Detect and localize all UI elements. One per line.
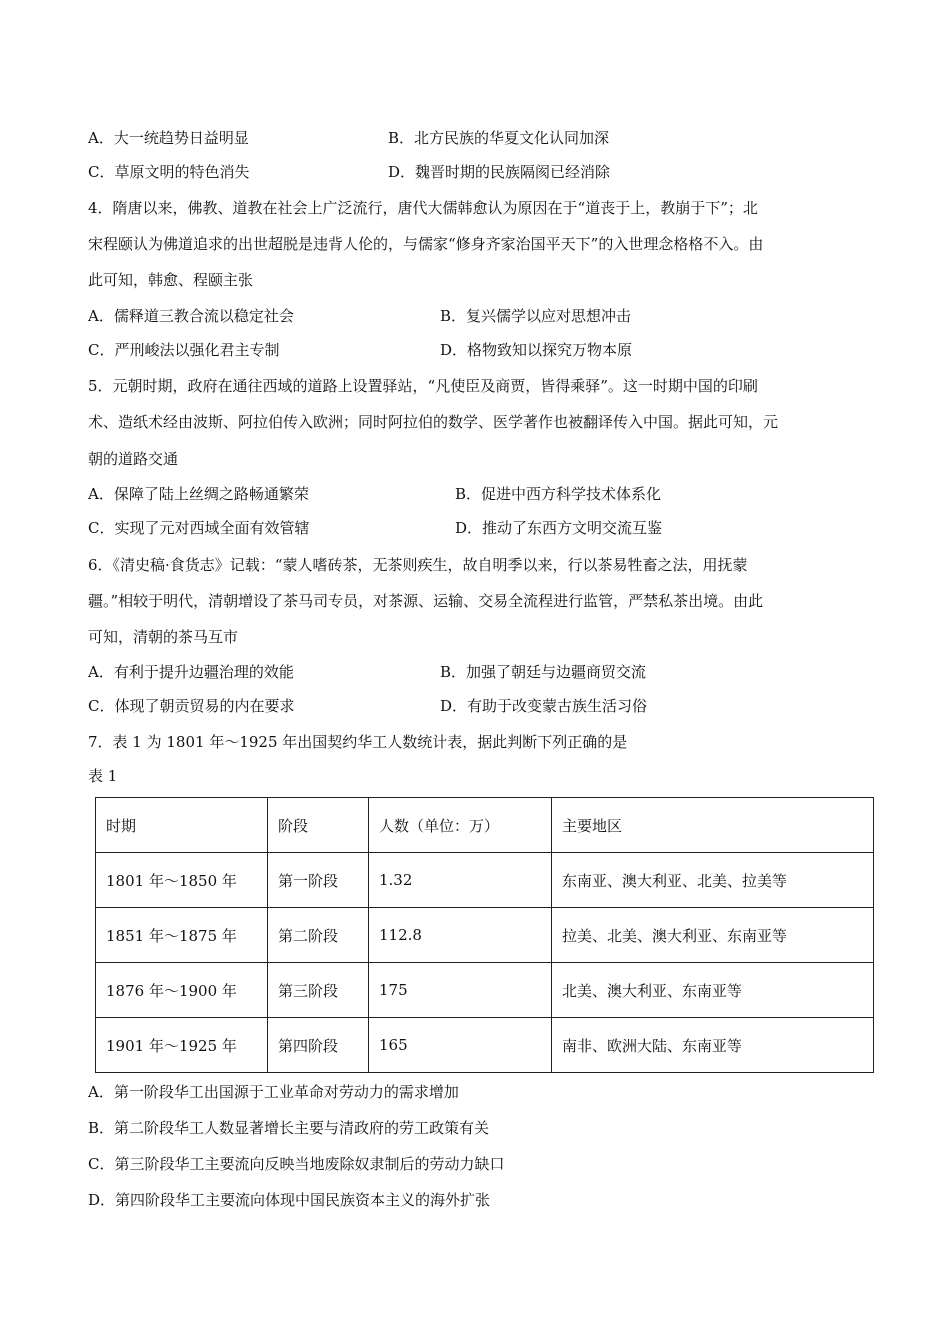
q7-option-b[interactable]: B．第二阶段华工人数显著增长主要与清政府的劳工政策有关 bbox=[88, 1119, 490, 1137]
q5-option-d[interactable]: D．推动了东西方文明交流互鉴 bbox=[455, 519, 663, 537]
table-header-cell: 主要地区 bbox=[552, 798, 874, 853]
q7-table-caption: 表 1 bbox=[88, 767, 118, 785]
table-row bbox=[96, 1018, 874, 1073]
q6-option-d[interactable]: D．有助于改变蒙古族生活习俗 bbox=[440, 697, 648, 715]
q7-option-d[interactable]: D．第四阶段华工主要流向体现中国民族资本主义的海外扩张 bbox=[88, 1191, 491, 1209]
table-header-row bbox=[96, 798, 874, 853]
q7-stem: 7．表 1 为 1801 年～1925 年出国契约华工人数统计表，据此判断下列正确的是 bbox=[88, 733, 628, 751]
q4-options-row-2 bbox=[0, 340, 950, 360]
q3-option-b[interactable]: B．北方民族的华夏文化认同加深 bbox=[388, 129, 610, 147]
q5-options-row-1 bbox=[0, 484, 950, 504]
table-row bbox=[96, 908, 874, 963]
table-cell-region: 南非、欧洲大陆、东南亚等 bbox=[552, 1018, 874, 1073]
table-cell-stage: 第四阶段 bbox=[268, 1018, 369, 1073]
q4-option-d[interactable]: D．格物致知以探究万物本原 bbox=[440, 341, 633, 359]
table-cell-stage: 第二阶段 bbox=[268, 908, 369, 963]
q5-stem-line-2: 术、造纸术经由波斯、阿拉伯传入欧洲；同时阿拉伯的数学、医学著作也被翻译传入中国。据此可知，元 bbox=[88, 413, 779, 431]
q3-option-a[interactable]: A．大一统趋势日益明显 bbox=[88, 129, 249, 147]
table-cell-region: 东南亚、澳大利亚、北美、拉美等 bbox=[552, 853, 874, 908]
q6-stem-line-1: 6．《清史稿·食货志》记载：“蒙人嗜砖茶，无茶则疾生，故自明季以来，行以茶易牲畜之法，用抚蒙 bbox=[88, 556, 748, 574]
q4-stem-line-3: 此可知，韩愈、程颐主张 bbox=[88, 271, 254, 289]
q5-option-c[interactable]: C．实现了元对西域全面有效管辖 bbox=[88, 519, 310, 537]
table-cell-region: 北美、澳大利亚、东南亚等 bbox=[552, 963, 874, 1018]
q3-options-row-2 bbox=[0, 162, 950, 182]
table-cell-period: 1851 年～1875 年 bbox=[96, 908, 268, 963]
q4-option-b[interactable]: B．复兴儒学以应对思想冲击 bbox=[440, 307, 632, 325]
table-cell-stage: 第三阶段 bbox=[268, 963, 369, 1018]
table-cell-count: 165 bbox=[369, 1018, 552, 1073]
q4-option-c[interactable]: C．严刑峻法以强化君主专制 bbox=[88, 341, 280, 359]
q6-options-row-2 bbox=[0, 696, 950, 716]
q3-option-d[interactable]: D．魏晋时期的民族隔阂已经消除 bbox=[388, 163, 611, 181]
q4-stem-line-2: 宋程颐认为佛道追求的出世超脱是违背人伦的，与儒家“修身齐家治国平天下”的入世理念格格不入。由 bbox=[88, 235, 764, 253]
table-row bbox=[96, 963, 874, 1018]
q5-option-b[interactable]: B．促进中西方科学技术体系化 bbox=[455, 485, 662, 503]
q6-options-row-1 bbox=[0, 662, 950, 682]
q4-option-a[interactable]: A．儒释道三教合流以稳定社会 bbox=[88, 307, 294, 325]
q3-options-row-1 bbox=[0, 128, 950, 148]
table-cell-region: 拉美、北美、澳大利亚、东南亚等 bbox=[552, 908, 874, 963]
q5-option-a[interactable]: A．保障了陆上丝绸之路畅通繁荣 bbox=[88, 485, 309, 503]
q4-stem-line-1: 4．隋唐以来，佛教、道教在社会上广泛流行，唐代大儒韩愈认为原因在于“道丧于上，教崩于下”；北 bbox=[88, 199, 758, 217]
q5-stem-line-3: 朝的道路交通 bbox=[88, 450, 179, 468]
q6-stem-line-3: 可知，清朝的茶马互市 bbox=[88, 628, 239, 646]
q7-data-table bbox=[95, 797, 874, 1073]
q6-option-c[interactable]: C．体现了朝贡贸易的内在要求 bbox=[88, 697, 295, 715]
q4-options-row-1 bbox=[0, 306, 950, 326]
table-header-cell: 人数（单位：万） bbox=[369, 798, 552, 853]
table-cell-stage: 第一阶段 bbox=[268, 853, 369, 908]
table-cell-count: 112.8 bbox=[369, 908, 552, 963]
table-cell-count: 1.32 bbox=[369, 853, 552, 908]
q7-option-a[interactable]: A．第一阶段华工出国源于工业革命对劳动力的需求增加 bbox=[88, 1083, 459, 1101]
table-cell-period: 1876 年～1900 年 bbox=[96, 963, 268, 1018]
q3-option-c[interactable]: C．草原文明的特色消失 bbox=[88, 163, 250, 181]
q6-stem-line-2: 疆。”相较于明代，清朝增设了茶马司专员，对茶源、运输、交易全流程进行监管，严禁私茶出境。由此 bbox=[88, 592, 764, 610]
table-cell-count: 175 bbox=[369, 963, 552, 1018]
q5-options-row-2 bbox=[0, 518, 950, 538]
table-cell-period: 1901 年～1925 年 bbox=[96, 1018, 268, 1073]
q6-option-b[interactable]: B．加强了朝廷与边疆商贸交流 bbox=[440, 663, 647, 681]
q7-option-c[interactable]: C．第三阶段华工主要流向反映当地废除奴隶制后的劳动力缺口 bbox=[88, 1155, 505, 1173]
table-header-cell: 阶段 bbox=[268, 798, 369, 853]
table-cell-period: 1801 年～1850 年 bbox=[96, 853, 268, 908]
q5-stem-line-1: 5．元朝时期，政府在通往西域的道路上设置驿站，“凡使臣及商贾，皆得乘驿”。这一时期中国的印刷 bbox=[88, 377, 758, 395]
q6-option-a[interactable]: A．有利于提升边疆治理的效能 bbox=[88, 663, 294, 681]
table-row bbox=[96, 853, 874, 908]
table-header-cell: 时期 bbox=[96, 798, 268, 853]
